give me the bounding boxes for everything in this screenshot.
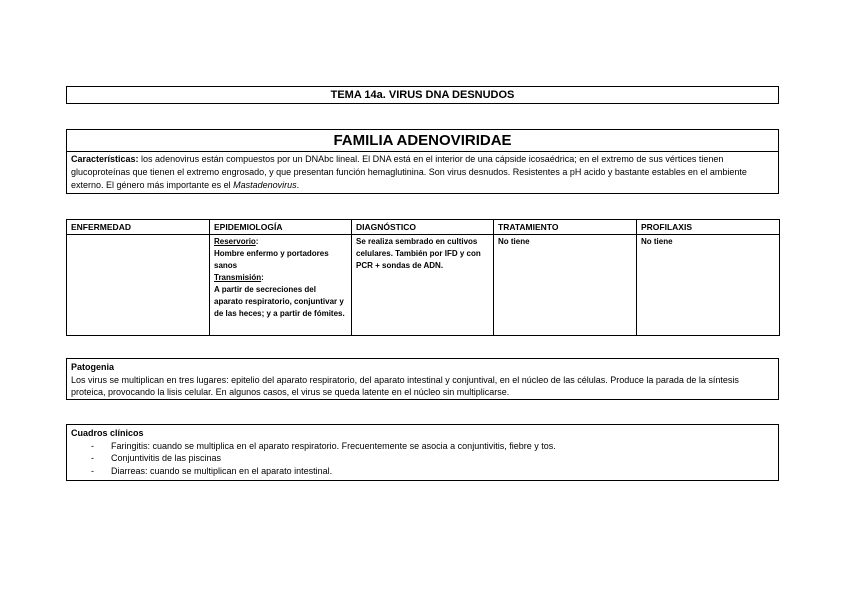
table-header-row (67, 220, 780, 235)
reservorio-text: Hombre enfermo y portadores sanos (214, 249, 329, 270)
patogenia-section (66, 358, 779, 400)
cuadros-section (66, 424, 779, 481)
cell-enfermedad (67, 235, 210, 336)
familia-heading: FAMILIA ADENOVIRIDAE (67, 130, 778, 152)
cell-profilaxis: No tiene (637, 235, 780, 336)
cuadros-list (71, 440, 774, 478)
header-profilaxis: PROFILAXIS (637, 220, 780, 235)
list-item: - Diarreas: cuando se multiplican en el aparato intestinal. (91, 465, 774, 478)
disease-table (66, 219, 780, 336)
document-title: TEMA 14a. VIRUS DNA DESNUDOS (66, 86, 779, 104)
list-item: - Conjuntivitis de las piscinas (91, 452, 774, 465)
cuadros-heading: Cuadros clínicos (71, 428, 144, 438)
cell-epidemiologia: Reservorio: Hombre enfermo y portadores sanos Transmisión: A partir de secreciones del aparato respiratorio, conjuntivar y de las heces; y a partir de fómites. (210, 235, 352, 336)
header-tratamiento: TRATAMIENTO (494, 220, 637, 235)
list-item: - Faringitis: cuando se multiplica en el aparato respiratorio. Frecuentemente se asocia a conjuntivitis, fiebre y tos. (91, 440, 774, 453)
familia-section (66, 129, 779, 194)
cell-tratamiento: No tiene (494, 235, 637, 336)
transmision-label: Transmisión (214, 273, 262, 282)
caracteristicas-label: Características: (71, 154, 139, 164)
caracteristicas-text: los adenovirus están compuestos por un DNAbc lineal. El DNA está en el interior de una cápside icosaédrica; en el extremo de sus vértices tienen glucoproteínas que tienen el extremo engrosado, y que presentan función hemaglutinina. Son virus desnudos. Resistentes a pH acido y bastante estables en el ambiente externo. El género más importante es el (71, 154, 747, 190)
cell-diagnostico: Se realiza sembrado en cultivos celulares. También por IFD y con PCR + sondas de ADN. (352, 235, 494, 336)
header-diagnostico: DIAGNÓSTICO (352, 220, 494, 235)
patogenia-heading: Patogenia (71, 362, 115, 372)
transmision-text: A partir de secreciones del aparato respiratorio, conjuntivar y de las heces; y a partir de fómites. (214, 285, 345, 318)
genus-name: Mastadenovirus (233, 180, 297, 190)
table-row (67, 235, 780, 336)
reservorio-label: Reservorio (214, 237, 256, 246)
caracteristicas-end: . (296, 180, 300, 190)
patogenia-text: Los virus se multiplican en tres lugares: epitelio del aparato respiratorio, del aparato intestinal y conjuntival, en el núcleo de las células. Produce la parada de la síntesis proteica, provocando la lisis celular. En algunos casos, el virus se queda latente en el núcleo sin multiplicarse. (71, 374, 739, 397)
header-epidemiologia: EPIDEMIOLOGÍA (210, 220, 352, 235)
header-enfermedad: ENFERMEDAD (67, 220, 210, 235)
familia-description (67, 152, 778, 193)
